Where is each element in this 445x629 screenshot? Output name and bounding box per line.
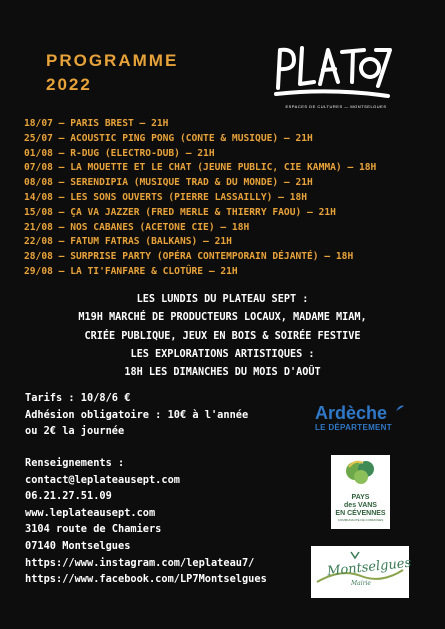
programme-item: 15/08 — ÇA VA JAZZER (FRED MERLE & THIERRY FAOU) — 21H [24, 206, 336, 218]
programme-item: 22/08 — FATUM FATRAS (BALKANS) — 21H [24, 236, 232, 248]
contact-instagram[interactable]: https://www.instagram.com/leplateau7/ [25, 556, 255, 569]
pays-line-1: PAYS [351, 494, 370, 501]
contact-email[interactable]: contact@leplateausept.com [25, 473, 180, 486]
programme-item: 08/08 — SERENDIPIA (MUSIQUE TRAD & DU MONDE) — 21H [24, 177, 313, 189]
contact-website[interactable]: www.leplateausept.com [25, 506, 156, 519]
programme-item: 01/08 — R-DUG (ELECTRO-DUB) — 21H [24, 147, 215, 159]
pays-line-3: EN CÉVENNES [335, 510, 386, 517]
weekly-info [0, 291, 445, 382]
contact-address-street: 3104 route de Chamiers [25, 523, 162, 536]
tarifs-line: ou 2€ la journée [25, 425, 125, 438]
programme-item: 25/07 — ACOUSTIC PING PONG (CONTE & MUSIQUE) — 21H [24, 132, 313, 144]
ardeche-logo [315, 403, 415, 435]
plateau-sept-logo [272, 36, 392, 106]
montselgues-subtitle: Mairie [351, 580, 371, 587]
programme-item: 21/08 — NOS CABANES (ACETONE CIE) — 18H [24, 221, 250, 233]
programme-list [24, 117, 439, 280]
ardeche-mark-icon [395, 404, 405, 412]
tarifs-line: Tarifs : 10/8/6 € [25, 392, 131, 404]
tarifs-line: Adhésion obligatoire : 10€ à l'année [25, 408, 249, 421]
contact-block [25, 455, 267, 588]
info-line: M19H MARCHÉ DE PRODUCTEURS LOCAUX, MADAME MIAM, [78, 312, 367, 324]
contact-phone[interactable]: 06.21.27.51.09 [25, 490, 112, 503]
programme-item: 29/08 — LA TI'FANFARE & CLOTÛRE — 21H [24, 265, 238, 277]
info-line: 18H LES DIMANCHES DU MOIS D'AOÛT [124, 367, 321, 379]
title-line-2: 2022 [46, 75, 92, 94]
info-line: CRIÉE PUBLIQUE, JEUX EN BOIS & SOIRÉE FESTIVE [84, 330, 361, 342]
pays-des-vans-logo [331, 455, 390, 529]
montselgues-name: Montselgues [326, 555, 412, 580]
logo-subtitle: ESPACES DE CULTURES — MONTSELGUES [285, 104, 387, 109]
tarifs-block [25, 390, 248, 440]
info-line: LES EXPLORATIONS ARTISTIQUES : [130, 348, 315, 360]
ardeche-name: Ardèche [315, 403, 388, 423]
contact-heading: Renseignements : [25, 457, 125, 469]
programme-title [46, 49, 178, 97]
programme-item: 28/08 — SURPRISE PARTY (OPÉRA CONTEMPORAIN DÉJANTÉ) — 18H [24, 251, 354, 263]
pays-small: COMMUNAUTÉ DE COMMUNES [337, 518, 384, 522]
montselgues-logo [311, 546, 412, 598]
title-line-1: PROGRAMME [46, 51, 179, 70]
info-line: LES LUNDIS DU PLATEAU SEPT : [136, 294, 309, 305]
pays-des-vans-emblem-icon [331, 455, 390, 489]
ardeche-subtitle: LE DÉPARTEMENT [315, 423, 392, 432]
pays-line-2: des VANS [344, 502, 377, 509]
programme-item: 14/08 — LES SONS OUVERTS (PIERRE LASSAILLY) — 18H [24, 191, 308, 203]
programme-item: 07/08 — LA MOUETTE ET LE CHAT (JEUNE PUBLIC, CIE KAMMA) — 18H [24, 162, 377, 174]
programme-item: 18/07 — PARIS BREST — 21H [24, 118, 169, 129]
contact-address-city: 07140 Montselgues [25, 539, 131, 552]
contact-facebook[interactable]: https://www.facebook.com/LP7Montselgues [25, 573, 267, 586]
